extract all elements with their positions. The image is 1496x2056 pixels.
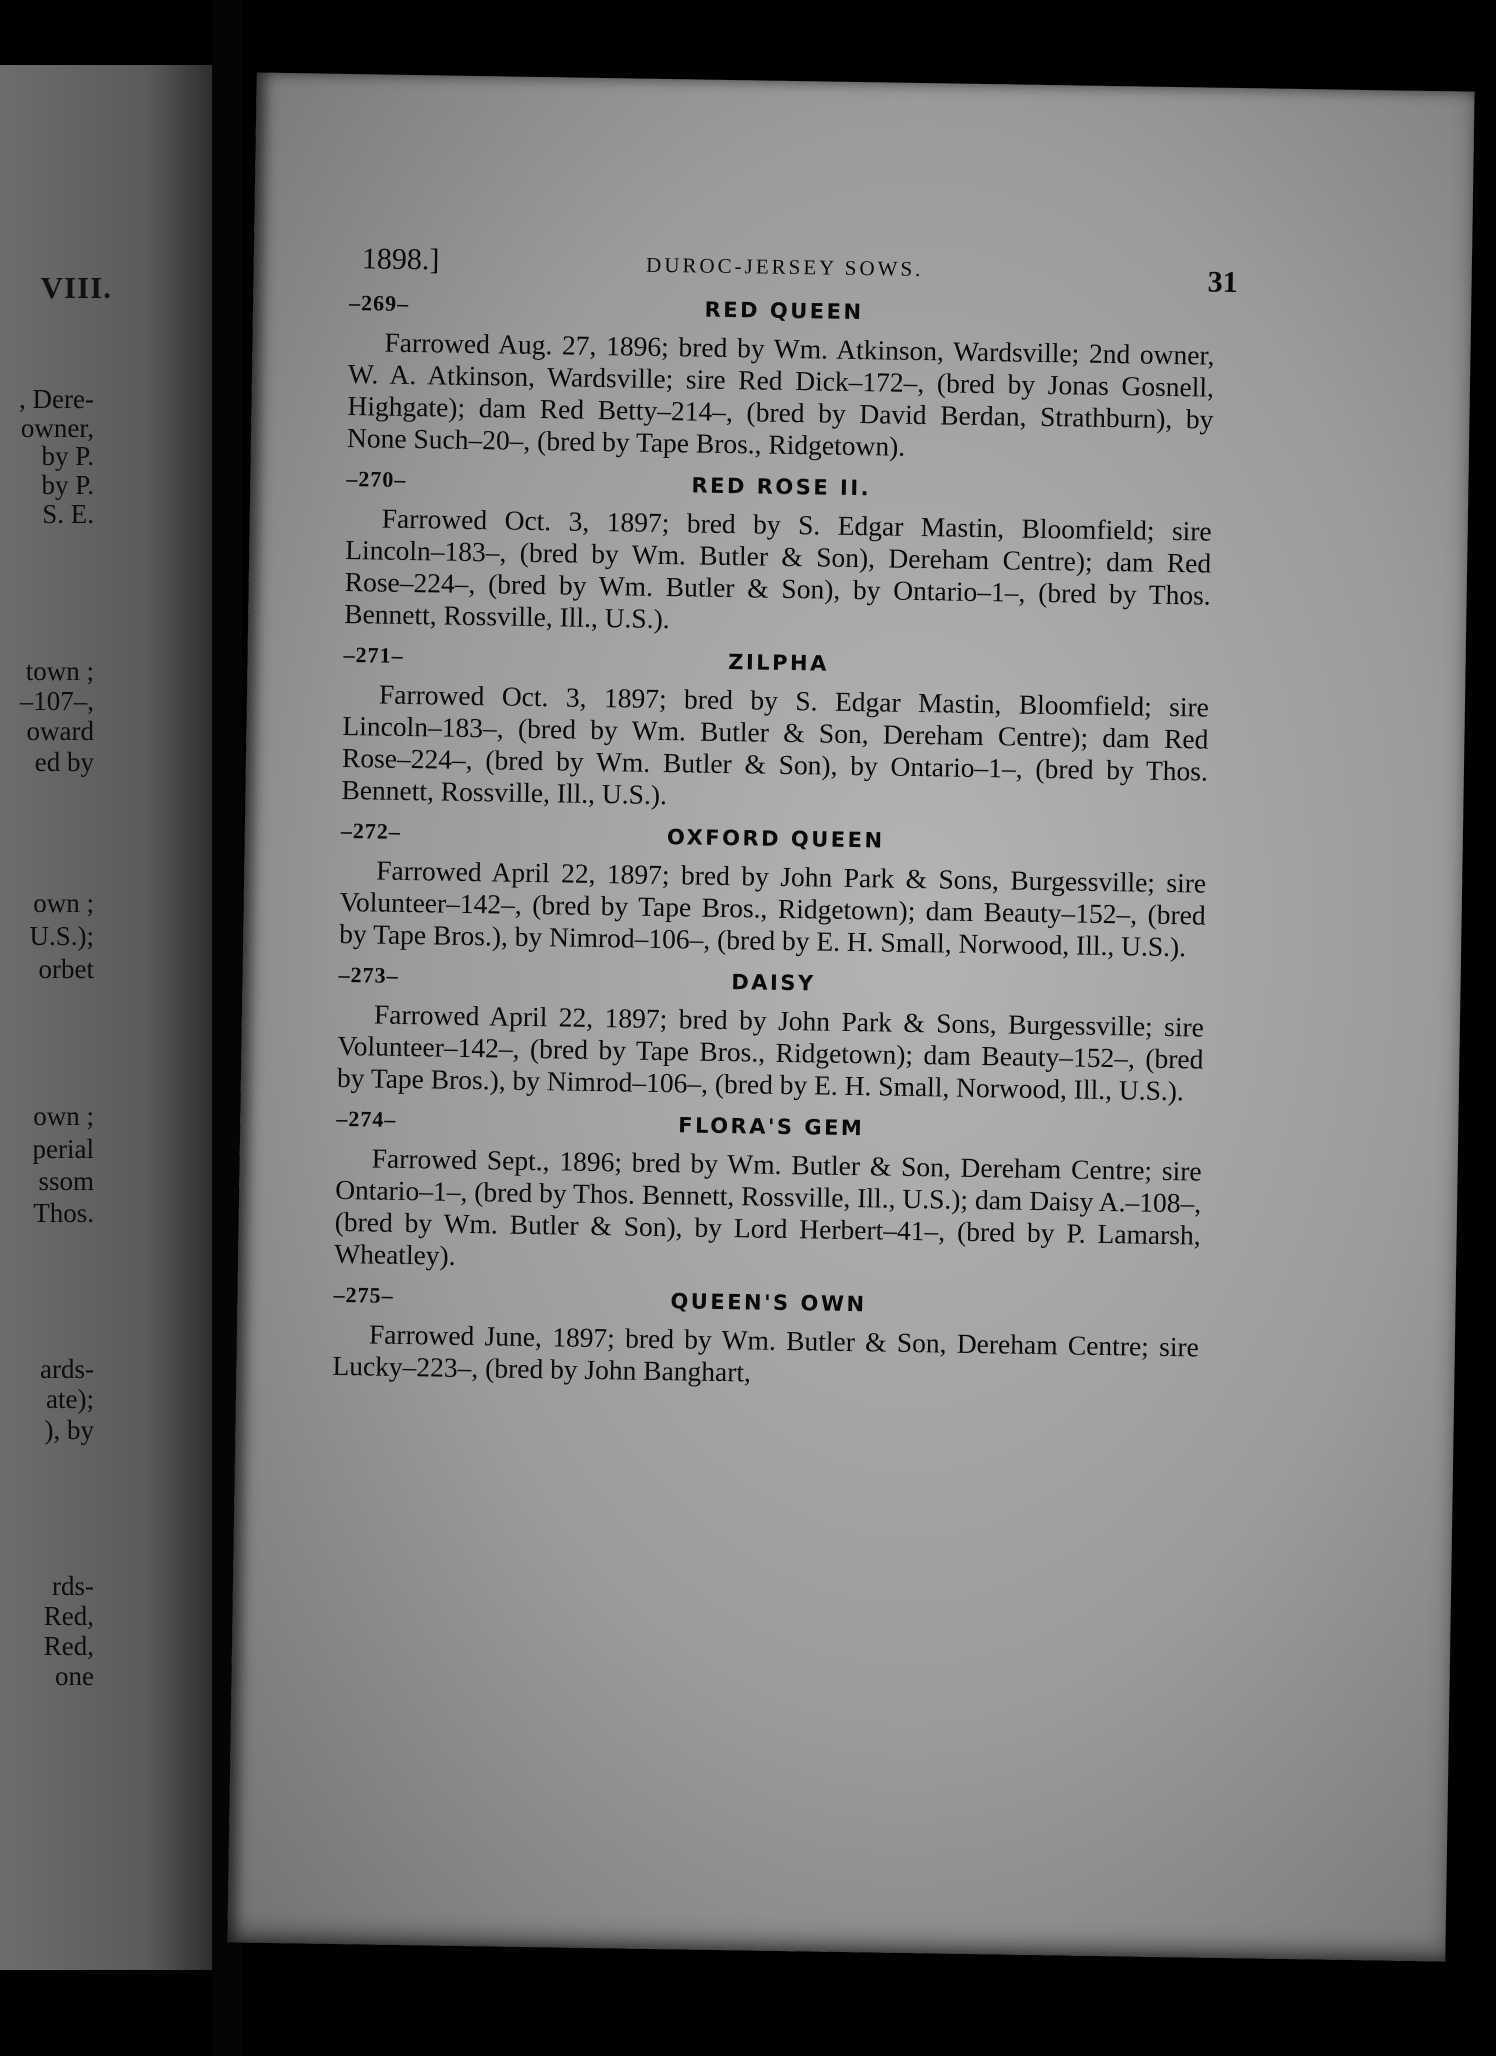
entry-text: Farrowed Aug. 27, 1896; bred by Wm. Atkinson, Wardsville; 2nd owner, W. A. Atkinson, Wardsville; sire Red Dick–172–, (bred by Jonas Gosnell, Highgate); dam Red Betty–214–, (bred by David Berdan, Strathburn), by None Such–20–, (bred by Tape Bros., Ridgetown). — [346, 326, 1215, 462]
entry-text: Farrowed Sept., 1896; bred by Wm. Butler & Son, Dereham Centre; sire Ontario–1–, (bred by Thos. Bennett, Rossville, Ill., U.S.); dam Daisy A.–108–, (bred by Wm. Butler & Son), by Lord Herbert–41–, (bred by P. Lamarsh, Wheatley). — [333, 1142, 1202, 1271]
entry-number: –269– — [348, 290, 410, 316]
registry-entry — [347, 286, 1220, 468]
entry-number: –273– — [338, 961, 399, 988]
entry-name: FLORA'S GEM — [678, 1113, 865, 1141]
facing-page-text: ), by — [44, 1415, 94, 1445]
facing-page-text: by P. — [41, 441, 94, 471]
facing-page-fragment — [0, 65, 212, 1970]
facing-page-text: Red, — [43, 1631, 94, 1661]
facing-page-text: rds- — [52, 1571, 94, 1601]
facing-page-text: perial — [32, 1134, 94, 1164]
facing-page-text: town ; — [25, 656, 94, 686]
registry-entry — [334, 1102, 1207, 1284]
facing-page-text: ed by — [34, 747, 94, 777]
entry-text: Farrowed April 22, 1897; bred by John Park & Sons, Burgessville; sire Volunteer–142–, (bred by Tape Bros., Ridgetown); dam Beauty–152–, (bred by Tape Bros.), by Nimrod–106–, (bred by E. H. Small, Norwood, Ill., U.S.). — [339, 854, 1207, 963]
entry-number: –270– — [346, 466, 407, 492]
entry-text: Farrowed June, 1897; bred by Wm. Butler & Son, Dereham Centre; sire Lucky–223–, (bred by John Banghart, — [332, 1318, 1200, 1388]
facing-page-text: ards- — [40, 1354, 94, 1384]
facing-page-text: Red, — [43, 1601, 94, 1631]
entry-name: DAISY — [731, 970, 816, 996]
facing-page-text: ssom — [38, 1166, 94, 1196]
book-page — [227, 73, 1474, 1962]
entry-name: ZILPHA — [728, 650, 830, 676]
facing-page-text: oward — [26, 716, 94, 746]
entry-name: RED ROSE II. — [691, 473, 872, 501]
entry-name: QUEEN'S OWN — [670, 1289, 867, 1317]
page-number: 31 — [1207, 265, 1238, 299]
registry-entry — [332, 1278, 1204, 1396]
entry-text: Farrowed Oct. 3, 1897; bred by S. Edgar Mastin, Bloomfield; sire Lincoln–183–, (bred by Wm. Butler & Son), Dereham Centre); dam Red Rose–224–, (bred by Wm. Butler & Son), by Ontario–1–, (bred by Thos. Bennett, Rossville, Ill., U.S.). — [344, 502, 1212, 635]
running-head-year: 1898.] — [361, 242, 440, 277]
entry-number: –275– — [333, 1281, 394, 1308]
entry-text: Farrowed April 22, 1897; bred by John Park & Sons, Burgessville; sire Volunteer–142–, (bred by Tape Bros., Ridgetown); dam Beauty–152–, (bred by Tape Bros.), by Nimrod–106–, (bred by E. H. Small, Norwood, Ill., U.S.). — [336, 998, 1205, 1107]
facing-page-text: –107–, — [19, 686, 94, 716]
entry-text: Farrowed Oct. 3, 1897; bred by S. Edgar Mastin, Bloomfield; sire Lincoln–183–, (bred by Wm. Butler & Son, Dereham Centre); dam Red Rose–224–, (bred by Wm. Butler & Son), by Ontario–1–, (bred by Thos. Bennett, Rossville, Ill., U.S.). — [341, 678, 1210, 811]
facing-page-text: own ; — [33, 1101, 94, 1131]
page-content — [332, 242, 1238, 1404]
registry-entry — [339, 814, 1211, 964]
facing-page-text: ate); — [46, 1384, 94, 1414]
registry-entry — [341, 638, 1214, 820]
facing-page-text: by P. — [41, 470, 94, 500]
facing-page-text: orbet — [38, 954, 94, 984]
facing-page-text: S. E. — [42, 499, 94, 529]
facing-page-text: one — [55, 1661, 94, 1691]
facing-page-text: Thos. — [33, 1198, 94, 1228]
facing-page-text: , Dere- — [19, 384, 94, 414]
facing-page-header: VIII. — [40, 270, 112, 305]
entry-name: OXFORD QUEEN — [666, 825, 885, 853]
entry-number: –272– — [340, 817, 402, 844]
running-head-title: DUROC-JERSEY SOWS. — [645, 252, 924, 282]
registry-entry — [344, 462, 1217, 644]
facing-page-text: own ; — [33, 888, 94, 918]
entry-number: –271– — [343, 641, 404, 668]
facing-page-text: U.S.); — [29, 921, 94, 951]
entry-number: –274– — [336, 1105, 397, 1132]
registry-entry — [337, 958, 1209, 1108]
facing-page-text: owner, — [20, 413, 94, 443]
entry-name: RED QUEEN — [704, 297, 864, 325]
